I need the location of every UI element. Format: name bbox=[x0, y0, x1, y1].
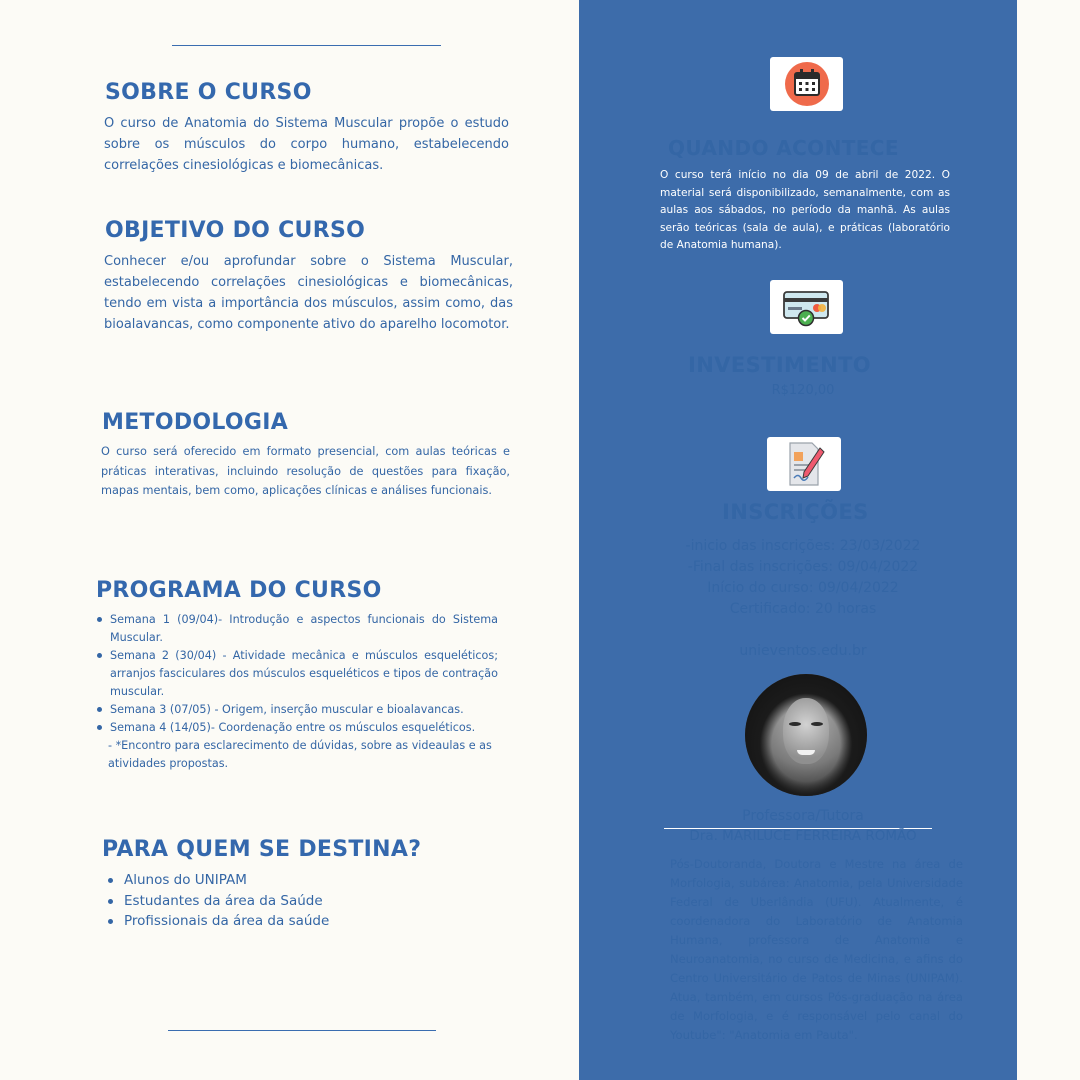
tutor-name: Dra. MARILUCE FERREIRA ROMÃO bbox=[689, 828, 917, 844]
programa-title: PROGRAMA DO CURSO bbox=[96, 578, 382, 603]
programa-item: Semana 2 (30/04) - Atividade mecânica e músculos esqueléticos; arranjos fasciculares dos músculos esqueléticos e tipos de contração muscular. bbox=[96, 647, 498, 701]
calendar-icon-box bbox=[770, 57, 843, 111]
tutor-photo bbox=[745, 674, 867, 796]
registration-icon-box bbox=[767, 437, 841, 491]
inscricoes-details bbox=[579, 536, 1027, 620]
registration-form-icon bbox=[780, 440, 828, 488]
objetivo-title: OBJETIVO DO CURSO bbox=[105, 218, 366, 243]
payment-card-icon bbox=[781, 287, 833, 327]
payment-icon-box bbox=[770, 280, 843, 334]
bottom-divider bbox=[168, 1030, 436, 1031]
programa-list bbox=[96, 611, 498, 773]
quando-title: QUANDO ACONTECE bbox=[668, 136, 899, 160]
tutor-bio: Pós-Doutoranda, Doutora e Mestre na área de Morfologia, subárea: Anatomia, pela Universidade Federal de Uberlândia (UFU). Atualmente, é coordenadora do Laboratório de Anatomia Humana, professora de Anatomia e Neuroanatomia, no curso de Medicina, e afins do Centro Universitário de Patos de Minas (UNIPAM). Atua, também, em cursos Pós-graduação na área de Morfologia, e é responsável pelo canal do Youtube": "Anatomia em Pauta". bbox=[670, 857, 963, 1042]
tutor-role: Professora/Tutora bbox=[742, 808, 864, 824]
destina-title: PARA QUEM SE DESTINA? bbox=[102, 837, 422, 862]
programa-item: Semana 4 (14/05)- Coordenação entre os músculos esqueléticos. bbox=[96, 719, 498, 737]
inscricoes-line: Início do curso: 09/04/2022 bbox=[707, 580, 899, 596]
inscricoes-title: INSCRIÇÕES bbox=[722, 500, 869, 524]
programa-item: Semana 1 (09/04)- Introdução e aspectos funcionais do Sistema Muscular. bbox=[96, 611, 498, 647]
destina-item: Alunos do UNIPAM bbox=[108, 870, 329, 891]
destina-item: Profissionais da área da saúde bbox=[108, 911, 329, 932]
calendar-icon bbox=[784, 61, 830, 107]
inscricoes-line: Certificado: 20 horas bbox=[729, 601, 877, 617]
investimento-value: R$120,00 bbox=[771, 383, 835, 398]
destina-item: Estudantes da área da Saúde bbox=[108, 891, 329, 912]
sobre-title: SOBRE O CURSO bbox=[105, 80, 312, 105]
inscricoes-line: -Final das inscrições: 09/04/2022 bbox=[687, 559, 919, 575]
programa-item: Semana 3 (07/05) - Origem, inserção muscular e bioalavancas. bbox=[96, 701, 498, 719]
metodologia-text: O curso será oferecido em formato presencial, com aulas teóricas e práticas interativas, incluindo resolução de questões para fixação, mapas mentais, bem como, aplicações clínicas e análises funcionais. bbox=[101, 445, 510, 497]
website-link[interactable]: unieventos.edu.br bbox=[739, 643, 867, 659]
quando-text: O curso terá início no dia 09 de abril de 2022. O material será disponibilizado, semanalmente, com as aulas aos sábados, no período da manhã. As aulas serão teóricas (sala de aula), e práticas (laboratório de Anatomia humana). bbox=[660, 169, 950, 251]
metodologia-title: METODOLOGIA bbox=[102, 410, 289, 435]
sobre-text: O curso de Anatomia do Sistema Muscular propõe o estudo sobre os músculos do corpo humano, estabelecendo correlações cinesiológicas e biomecânicas. bbox=[104, 116, 509, 173]
destina-list bbox=[108, 870, 329, 932]
top-divider bbox=[172, 45, 441, 46]
objetivo-text: Conhecer e/ou aprofundar sobre o Sistema Muscular, estabelecendo correlações cinesiológicas e biomecânicas, tendo em vista a importância dos músculos, assim como, das bioalavancas, como componente ativo do aparelho locomotor. bbox=[104, 254, 513, 332]
investimento-title: INVESTIMENTO bbox=[688, 353, 872, 377]
inscricoes-line: -inicio das inscrições: 23/03/2022 bbox=[685, 538, 921, 554]
programa-note: - *Encontro para esclarecimento de dúvidas, sobre as videaulas e as atividades propostas. bbox=[108, 739, 492, 770]
